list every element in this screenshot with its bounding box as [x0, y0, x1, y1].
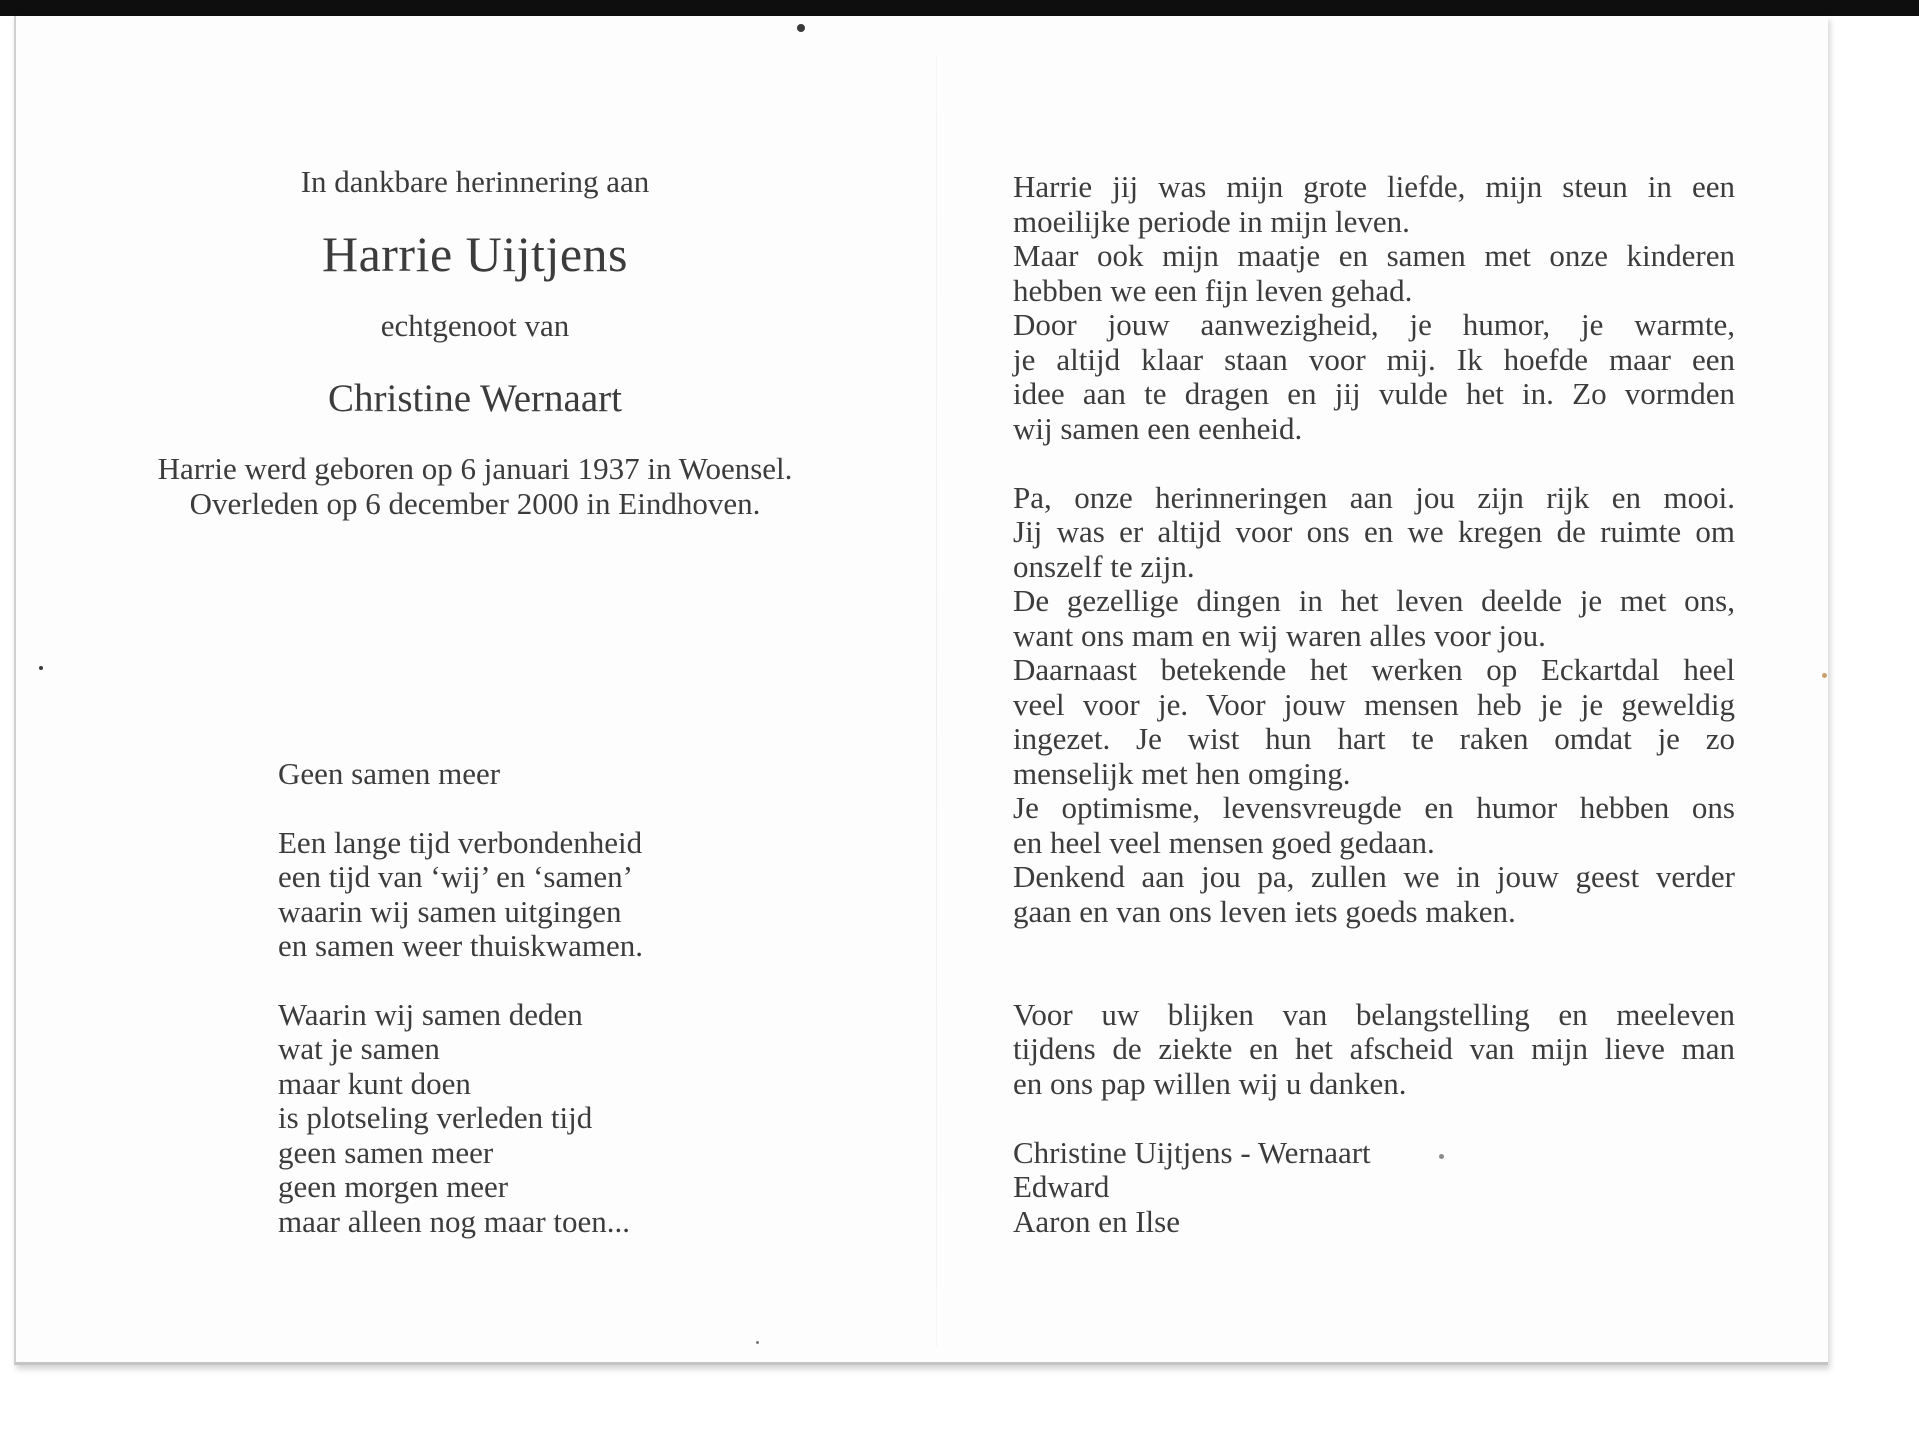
deceased-name: Harrie Uijtjens — [321, 225, 628, 282]
poem-line: Waarin wij samen deden — [278, 996, 583, 1032]
text-line: Jij was er altijd voor ons en we kregen de ruimte om — [1013, 514, 1735, 549]
text-line: Maar ook mijn maatje en samen met onze kinderen — [1013, 238, 1735, 273]
text-line: Harrie jij was mijn grote liefde, mijn steun in een — [1013, 169, 1735, 204]
text-line: want ons mam en wij waren alles voor jou. — [1013, 617, 1546, 653]
intro-text: In dankbare herinnering aan — [300, 164, 650, 199]
dust-speck — [756, 1341, 759, 1344]
poem-line: en samen weer thuiskwamen. — [278, 928, 643, 963]
text-line: gaan en van ons leven iets goeds maken. — [1013, 893, 1516, 929]
relation-text: echtgenoot van — [380, 308, 570, 343]
poem-line: maar kunt doen — [278, 1065, 471, 1101]
birth-line: Harrie werd geboren op 6 januari 1937 in Woensel. — [157, 451, 793, 486]
dust-speck — [1822, 673, 1827, 678]
thanks-paragraph — [1013, 998, 1735, 1102]
text-line: Je optimisme, levensvreugde en humor hebben ons — [1013, 790, 1735, 825]
spacer — [1013, 964, 1735, 998]
text-line: onszelf te zijn. — [1013, 548, 1195, 584]
text-line: wij samen een eenheid. — [1013, 410, 1303, 446]
right-page — [1013, 170, 1735, 1239]
text-line: Door jouw aanwezigheid, je humor, je warmte, — [1013, 307, 1735, 342]
text-line: en heel veel mensen goed gedaan. — [1013, 824, 1435, 860]
text-line: en ons pap willen wij u danken. — [1013, 1065, 1407, 1101]
dust-speck — [797, 24, 805, 32]
poem-line: Een lange tijd verbondenheid — [278, 824, 643, 860]
text-line: tijdens de ziekte en het afscheid van mijn lieve man — [1013, 1031, 1735, 1066]
text-line: Pa, onze herinneringen aan jou zijn rijk en mooi. — [1013, 479, 1735, 515]
signatures — [1013, 1136, 1735, 1240]
text-line: Daarnaast betekende het werken op Eckartdal heel — [1013, 652, 1735, 687]
poem-line: geen morgen meer — [278, 1169, 509, 1204]
poem — [278, 757, 838, 1273]
card-fold — [936, 56, 937, 1346]
signature-line: Aaron en Ilse — [1013, 1203, 1180, 1239]
text-line: idee aan te dragen en jij vulde het in. Zo vormden — [1013, 376, 1735, 411]
poem-line: waarin wij samen uitgingen — [278, 893, 622, 929]
tribute-paragraph-2 — [1013, 481, 1735, 930]
text-line: je altijd klaar staan voor mij. Ik hoefde maar een — [1013, 341, 1735, 377]
text-line: veel voor je. Voor jouw mensen heb je je geweldig — [1013, 686, 1735, 722]
text-line: Denkend aan jou pa, zullen we in jouw geest verder — [1013, 859, 1735, 894]
poem-title: Geen samen meer — [278, 756, 501, 791]
dust-speck — [39, 666, 43, 670]
text-line: Voor uw blijken van belangstelling en meeleven — [1013, 996, 1735, 1032]
text-line: hebben we een fijn leven gehad. — [1013, 272, 1413, 308]
text-line: ingezet. Je wist hun hart te raken omdat je zo — [1013, 721, 1735, 756]
text-line: menselijk met hen omging. — [1013, 755, 1351, 791]
life-dates — [100, 452, 850, 521]
poem-line: maar alleen nog maar toen... — [278, 1203, 631, 1239]
spouse-name: Christine Wernaart — [328, 376, 622, 420]
scan-top-edge — [0, 0, 1919, 16]
death-line: Overleden op 6 december 2000 in Eindhoven. — [189, 485, 761, 521]
text-line: moeilijke periode in mijn leven. — [1013, 203, 1410, 239]
poem-stanza-1 — [278, 826, 838, 964]
text-line: De gezellige dingen in het leven deelde je met ons, — [1013, 583, 1735, 618]
poem-line: geen samen meer — [278, 1134, 494, 1170]
signature-line: Christine Uijtjens - Wernaart — [1013, 1134, 1371, 1170]
poem-stanza-2 — [278, 998, 838, 1240]
tribute-paragraph-1 — [1013, 170, 1735, 446]
signature-line: Edward — [1013, 1169, 1110, 1204]
poem-line: wat je samen — [278, 1031, 440, 1066]
poem-line: is plotseling verleden tijd — [278, 1100, 593, 1135]
poem-line: een tijd van ‘wij’ en ‘samen’ — [278, 859, 633, 894]
left-page — [100, 165, 850, 521]
